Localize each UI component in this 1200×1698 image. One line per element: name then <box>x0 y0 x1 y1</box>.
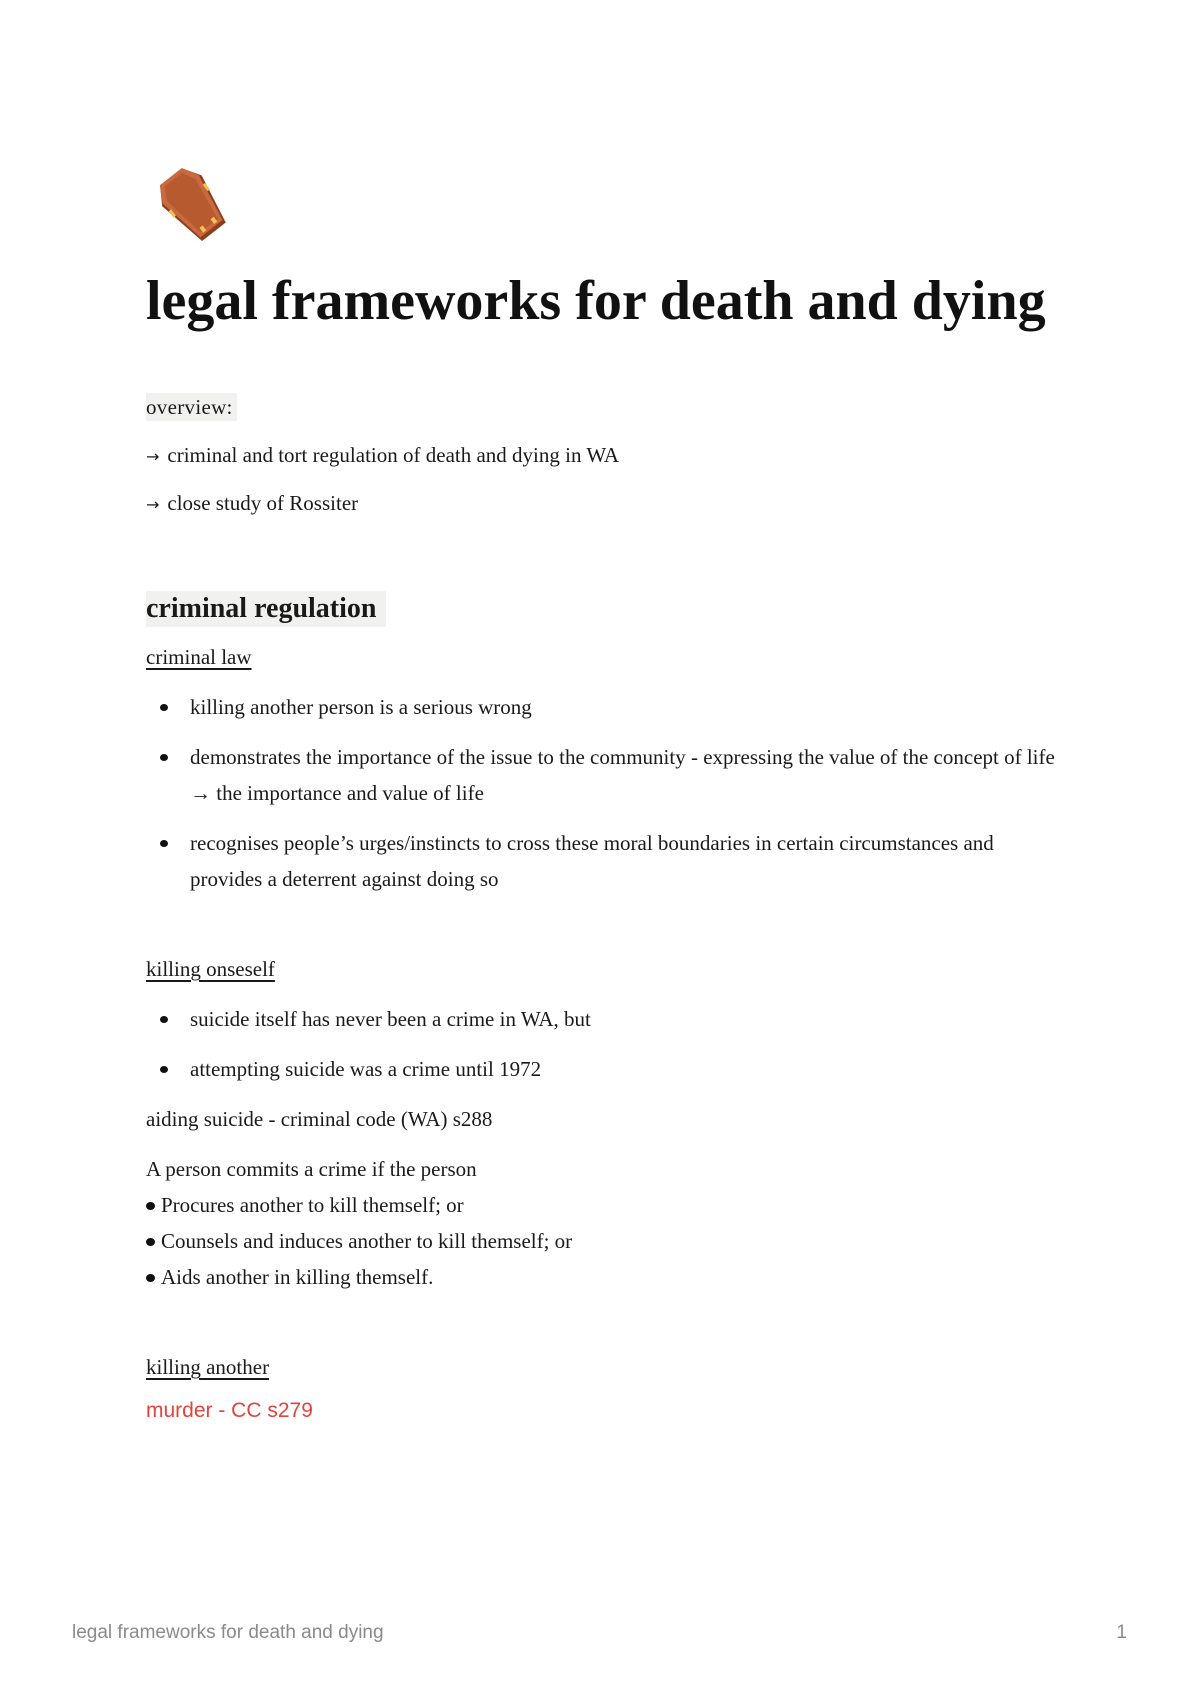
inline-list-item: Counsels and induces another to kill themself; or <box>146 1223 1066 1259</box>
intro-line: A person commits a crime if the person <box>146 1157 477 1181</box>
overview-item <box>146 489 1066 519</box>
page-title: legal frameworks for death and dying <box>146 270 1046 332</box>
aiding-suicide-line: aiding suicide - criminal code (WA) s288 <box>146 1107 493 1131</box>
bullet-dot-icon <box>160 754 168 761</box>
overview-item <box>146 441 1066 471</box>
bullet-dot-icon <box>146 1238 155 1246</box>
bullet-dot-icon <box>146 1274 155 1282</box>
list-item: recognises people’s urges/instincts to cross these moral boundaries in certain circumstances and provides a deterrent against doing so <box>146 825 1066 897</box>
inline-list-item: Aids another in killing themself. <box>146 1259 1066 1295</box>
coffin-icon <box>148 165 238 245</box>
arrow-right-icon: → <box>146 495 160 514</box>
subhead-killing-another: killing another <box>146 1355 270 1379</box>
bullet-dot-icon <box>146 1202 155 1210</box>
footer-title: legal frameworks for death and dying <box>72 1622 384 1643</box>
murder-reference: murder - CC s279 <box>146 1399 313 1422</box>
overview-item-text: criminal and tort regulation of death and dying in WA <box>167 443 619 467</box>
subhead-killing-oneself: killing onseself <box>146 957 275 981</box>
subhead-criminal-law: criminal law <box>146 645 252 669</box>
killing-oneself-list <box>146 1001 1066 1087</box>
bullet-dot-icon <box>160 1066 168 1073</box>
list-item: attempting suicide was a crime until 1972 <box>146 1051 1066 1087</box>
list-item: suicide itself has never been a crime in WA, but <box>146 1001 1066 1037</box>
overview-label: overview: <box>146 393 237 421</box>
arrow-right-icon: → <box>146 447 160 466</box>
list-item: killing another person is a serious wrong <box>146 689 1066 725</box>
section-heading-criminal-regulation: criminal regulation <box>146 591 386 627</box>
bullet-dot-icon <box>160 840 168 847</box>
list-item: demonstrates the importance of the issue to the community - expressing the value of the concept of life → the importance and value of life <box>146 739 1066 811</box>
criminal-law-list <box>146 689 1066 897</box>
inline-list-item: Procures another to kill themself; or <box>146 1187 1066 1223</box>
overview-item-text: close study of Rossiter <box>167 491 359 515</box>
bullet-dot-icon <box>160 1016 168 1023</box>
bullet-dot-icon <box>160 704 168 711</box>
document-page <box>146 165 1066 1425</box>
page-number: 1 <box>1116 1622 1127 1643</box>
